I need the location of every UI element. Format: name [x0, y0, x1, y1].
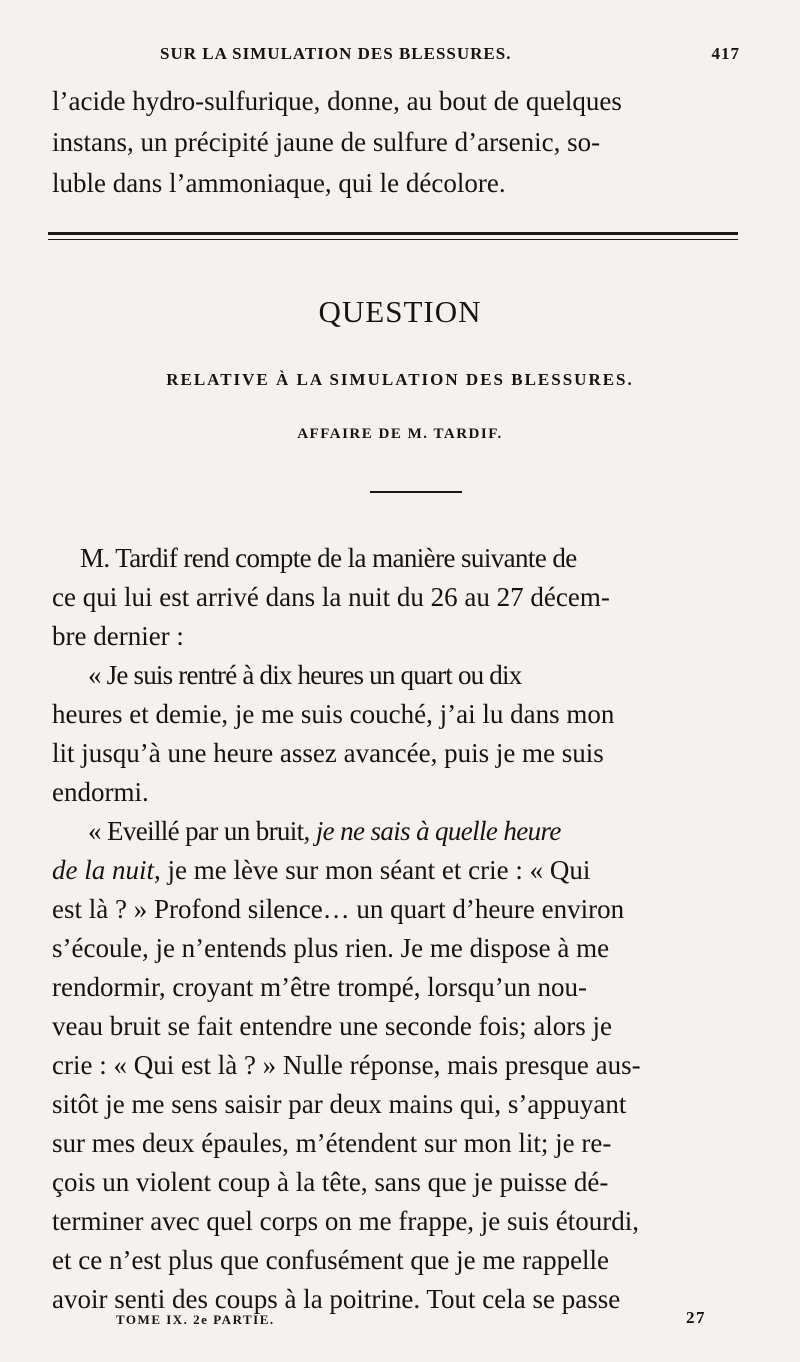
gathering-number: 27	[686, 1308, 706, 1327]
text-line	[88, 818, 792, 845]
section-rule	[48, 232, 738, 235]
text-line: ce qui lui est arrivé dans la nuit du 26 au 27 décem-	[52, 582, 610, 612]
text-line: luble dans l’ammoniaque, qui le décolore.	[52, 168, 506, 198]
text-line: heures et demie, je me suis couché, j’ai lu dans mon	[52, 699, 615, 729]
text-line: bre dernier :	[52, 621, 184, 651]
text-line: l’acide hydro-sulfurique, donne, au bout de quelques	[52, 86, 622, 116]
section-title: QUESTION	[318, 294, 482, 329]
short-divider	[370, 491, 462, 493]
text-line: instans, un précipité jaune de sulfure d’arsenic, so-	[52, 127, 601, 157]
running-title: SUR LA SIMULATION DES BLESSURES.	[160, 44, 512, 63]
text-line: « Je suis rentré à dix heures un quart ou dix	[88, 660, 522, 690]
text-line: avoir senti des coups à la poitrine. Tout cela se passe	[52, 1284, 621, 1314]
text-line: sur mes deux épaules, m’étendent sur mon lit; je re-	[52, 1128, 612, 1158]
page-number: 417	[711, 44, 740, 63]
text-run: , je me lève sur mon séant et crie : « Qui	[154, 855, 591, 885]
case-title: AFFAIRE DE M. TARDIF.	[297, 426, 503, 442]
text-line	[52, 857, 756, 884]
text-line: veau bruit se fait entendre une seconde fois; alors je	[52, 1011, 613, 1041]
text-line: terminer avec quel corps on me frappe, je suis étourdi,	[52, 1206, 640, 1236]
text-run: « Eveillé par un bruit,	[88, 816, 316, 846]
italic-run: je ne sais à quelle heure	[315, 816, 561, 846]
text-line: est là ? » Profond silence… un quart d’heure environ	[52, 894, 625, 924]
section-subtitle: RELATIVE À LA SIMULATION DES BLESSURES.	[166, 370, 634, 389]
text-line: lit jusqu’à une heure assez avancée, puis je me suis	[52, 738, 604, 768]
text-line: sitôt je me sens saisir par deux mains qui, s’appuyant	[52, 1089, 627, 1119]
italic-run: de la nuit	[52, 855, 154, 885]
text-line: crie : « Qui est là ? » Nulle réponse, mais presque aus-	[52, 1050, 641, 1080]
text-line: rendormir, croyant m’être trompé, lorsqu’un nou-	[52, 972, 588, 1002]
text-line: endormi.	[52, 777, 149, 807]
text-line: çois un violent coup à la tête, sans que je puisse dé-	[52, 1167, 609, 1197]
section-rule-thin	[48, 239, 738, 240]
text-line: s’écoule, je n’entends plus rien. Je me dispose à me	[52, 933, 610, 963]
text-line: et ce n’est plus que confusément que je me rappelle	[52, 1245, 610, 1275]
signature-mark: TOME IX. 2e PARTIE.	[116, 1312, 275, 1327]
text-line: M. Tardif rend compte de la manière suivante de	[80, 543, 577, 573]
